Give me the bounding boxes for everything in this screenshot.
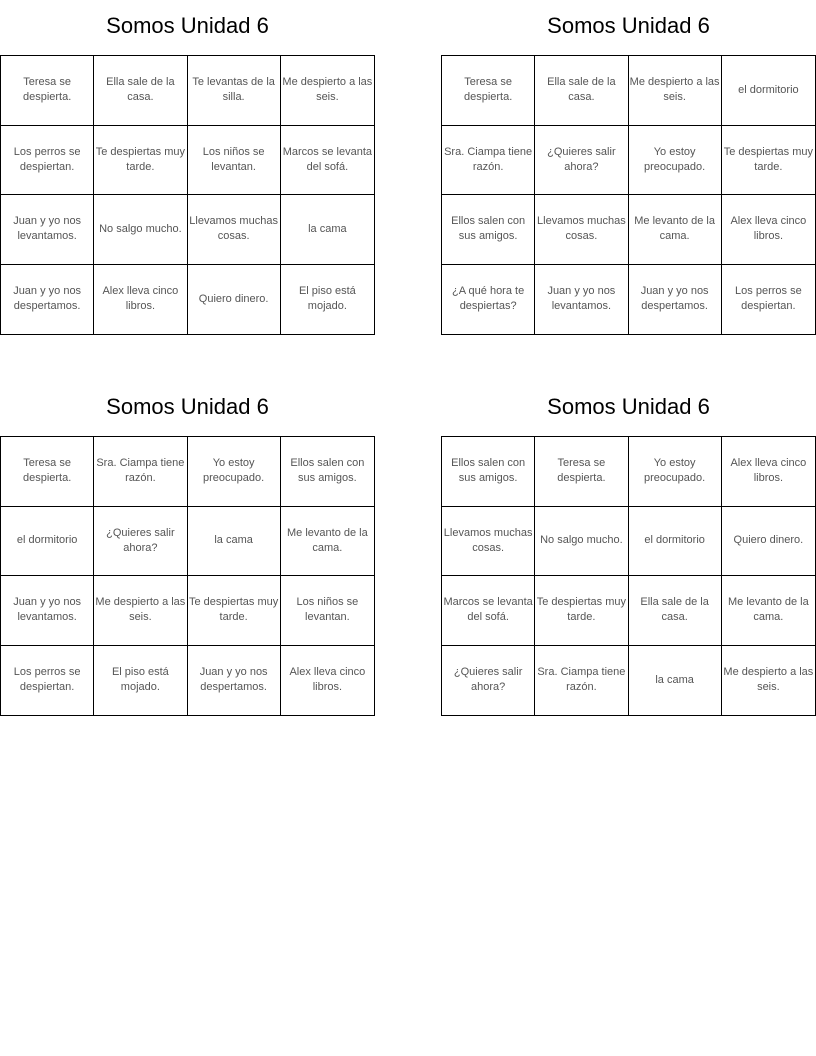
bingo-cell: Quiero dinero.: [188, 265, 281, 335]
bingo-cell: la cama: [188, 507, 281, 577]
bingo-cell: El piso está mojado.: [298, 285, 356, 313]
bingo-cell: ¿Quieres salir ahora?: [94, 507, 187, 577]
bingo-grid: [441, 436, 816, 716]
bingo-cell: Teresa se despierta.: [1, 437, 94, 507]
bingo-cell: Me despierto a las seis.: [723, 666, 814, 694]
bingo-cell: Juan y yo nos levantamos.: [1, 195, 94, 265]
bingo-cell: Alex lleva cinco libros.: [722, 437, 815, 507]
bingo-cell: el dormitorio: [1, 507, 94, 577]
bingo-cell: Llevamos muchas cosas.: [188, 195, 281, 265]
bingo-cell: Me despierto a las seis.: [94, 576, 187, 646]
bingo-cell: Teresa se despierta.: [1, 56, 94, 126]
bingo-cell: Ellos salen con sus amigos.: [281, 437, 374, 507]
card-title: Somos Unidad 6: [547, 394, 710, 419]
bingo-cell: Te despiertas muy tarde.: [188, 576, 281, 646]
bingo-cell: Sra. Ciampa tiene razón.: [94, 437, 187, 507]
bingo-cell: Me levanto de la cama.: [629, 195, 722, 265]
bingo-cell: Me despierto a las seis.: [629, 56, 722, 126]
bingo-cell: la cama: [629, 646, 722, 716]
bingo-cell: Yo estoy preocupado.: [629, 126, 722, 196]
bingo-cell: Me despierto a las seis.: [281, 56, 374, 126]
bingo-cell: Ella sale de la casa.: [629, 576, 722, 646]
bingo-cell: Marcos se levanta del sofá.: [442, 576, 535, 646]
bingo-cell: Los perros se despiertan.: [1, 646, 94, 716]
bingo-cell: Los perros se despiertan.: [1, 126, 94, 196]
bingo-cell: Yo estoy preocupado.: [629, 437, 722, 507]
bingo-cell: Te despiertas muy tarde.: [535, 576, 628, 646]
bingo-cell: Teresa se despierta.: [535, 437, 628, 507]
bingo-cell: El piso está mojado.: [94, 646, 187, 716]
bingo-cell: Ellos salen con sus amigos.: [442, 195, 535, 265]
bingo-cell: Te despiertas muy tarde.: [722, 126, 815, 196]
bingo-cell: Ellos salen con sus amigos.: [442, 437, 535, 507]
bingo-cell: Alex lleva cinco libros.: [289, 666, 366, 694]
bingo-cell: Los niños se levantan.: [188, 126, 281, 196]
bingo-cell: Llevamos muchas cosas.: [442, 507, 535, 577]
bingo-cell: No salgo mucho.: [94, 195, 187, 265]
bingo-cell: Juan y yo nos despertamos.: [1, 265, 94, 335]
bingo-cell: Sra. Ciampa tiene razón.: [535, 646, 628, 716]
card-title: Somos Unidad 6: [106, 13, 269, 38]
bingo-cell: Ella sale de la casa.: [94, 56, 187, 126]
bingo-cell: Juan y yo nos levantamos.: [535, 265, 628, 335]
bingo-cell: Yo estoy preocupado.: [188, 437, 281, 507]
bingo-cell: Ella sale de la casa.: [535, 56, 628, 126]
bingo-cell: Alex lleva cinco libros.: [722, 195, 815, 265]
bingo-cell: Juan y yo nos despertamos.: [629, 265, 722, 335]
bingo-cell: Alex lleva cinco libros.: [94, 265, 187, 335]
bingo-cell: ¿Quieres salir ahora?: [442, 646, 535, 716]
bingo-cell: Quiero dinero.: [722, 507, 815, 577]
bingo-cell: Llevamos muchas cosas.: [535, 195, 628, 265]
bingo-cell: el dormitorio: [722, 56, 815, 126]
card-title: Somos Unidad 6: [547, 13, 710, 38]
bingo-grid: [0, 55, 375, 335]
bingo-cell: el dormitorio: [629, 507, 722, 577]
bingo-cell: ¿Quieres salir ahora?: [535, 126, 628, 196]
bingo-cell: Juan y yo nos levantamos.: [1, 576, 94, 646]
bingo-cell: Juan y yo nos despertamos.: [188, 646, 281, 716]
bingo-cell: Sra. Ciampa tiene razón.: [442, 126, 535, 196]
bingo-cell: Te despiertas muy tarde.: [94, 126, 187, 196]
bingo-cell: Marcos se levanta del sofá.: [281, 126, 374, 196]
card-title: Somos Unidad 6: [106, 394, 269, 419]
bingo-cell: Te levantas de la silla.: [188, 56, 281, 126]
bingo-grid: [441, 55, 816, 335]
bingo-cell: Me levanto de la cama.: [281, 507, 374, 577]
bingo-cell: Teresa se despierta.: [442, 56, 535, 126]
bingo-cell: No salgo mucho.: [535, 507, 628, 577]
bingo-cell: Los niños se levantan.: [281, 576, 374, 646]
bingo-grid: [0, 436, 375, 716]
bingo-cell: Los perros se despiertan.: [735, 285, 802, 313]
bingo-cell: Me levanto de la cama.: [722, 576, 815, 646]
bingo-cell: la cama: [281, 195, 374, 265]
bingo-cell: ¿A qué hora te despiertas?: [442, 265, 535, 335]
